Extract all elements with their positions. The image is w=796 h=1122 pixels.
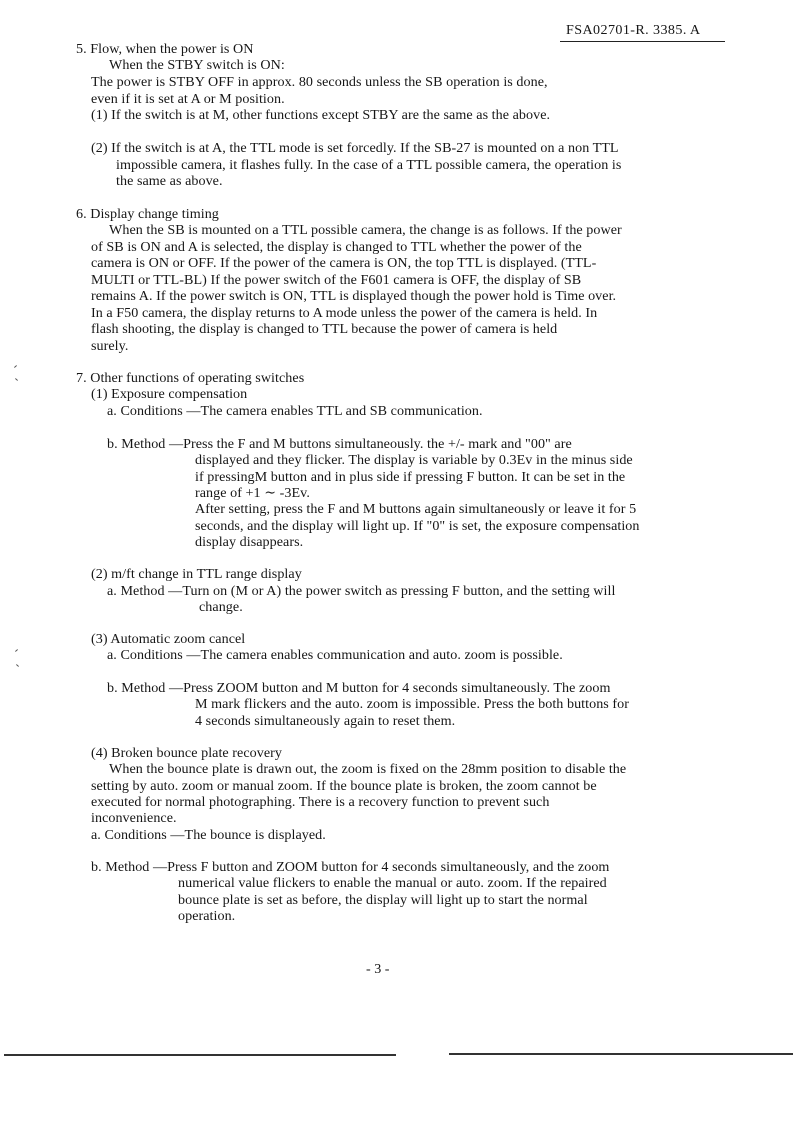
- text-line: range of +1 ∼ -3Ev.: [195, 485, 310, 501]
- page-number: - 3 -: [366, 961, 390, 977]
- text-line: inconvenience.: [91, 810, 177, 826]
- text-line: a. Conditions —The bounce is displayed.: [91, 827, 326, 843]
- text-line: b. Method —Press F button and ZOOM button for 4 seconds simultaneously, and the zoom: [91, 859, 610, 875]
- text-line: a. Conditions —The camera enables TTL and SB communication.: [107, 403, 483, 419]
- text-line: b. Method —Press the F and M buttons simultaneously. the +/- mark and "00" are: [107, 436, 572, 452]
- text-line: (1) If the switch is at M, other functions except STBY are the same as the above.: [91, 107, 551, 123]
- text-line: In a F50 camera, the display returns to A mode unless the power of the camera is held. In: [91, 305, 598, 321]
- text-line: surely.: [91, 338, 129, 354]
- text-line: (2) If the switch is at A, the TTL mode is set forcedly. If the SB-27 is mounted on a non TTL: [91, 140, 619, 156]
- scan-speck: [16, 664, 19, 667]
- text-line: After setting, press the F and M buttons again simultaneously or leave it for 5: [195, 501, 637, 517]
- text-line: display disappears.: [195, 534, 304, 550]
- text-line: a. Method —Turn on (M or A) the power switch as pressing F button, and the setting will: [107, 583, 616, 599]
- section-6-heading: 6. Display change timing: [76, 206, 219, 222]
- footer-rule-right: [449, 1053, 793, 1055]
- subsection-heading: (3) Automatic zoom cancel: [91, 631, 246, 647]
- text-line: operation.: [178, 908, 236, 924]
- text-line: b. Method —Press ZOOM button and M button for 4 seconds simultaneously. The zoom: [107, 680, 611, 696]
- text-line: the same as above.: [116, 173, 223, 189]
- subsection-heading: (1) Exposure compensation: [91, 386, 248, 402]
- document-id: FSA02701-R. 3385. A: [566, 22, 701, 38]
- text-line: bounce plate is set as before, the display will light up to start the normal: [178, 892, 588, 908]
- text-line: if pressingM button and in plus side if pressing F button. It can be set in the: [195, 469, 626, 485]
- scan-speck: [15, 378, 18, 381]
- text-line: M mark flickers and the auto. zoom is impossible. Press the both buttons for: [195, 696, 629, 712]
- section-5-heading: 5. Flow, when the power is ON: [76, 41, 254, 57]
- text-line: impossible camera, it flashes fully. In the case of a TTL possible camera, the operation is: [116, 157, 622, 173]
- text-line: When the STBY switch is ON:: [109, 57, 285, 73]
- document-id-underline: [560, 41, 725, 42]
- subsection-heading: (4) Broken bounce plate recovery: [91, 745, 282, 761]
- text-line: even if it is set at A or M position.: [91, 91, 285, 107]
- text-line: The power is STBY OFF in approx. 80 seconds unless the SB operation is done,: [91, 74, 548, 90]
- scan-speck: [15, 649, 18, 652]
- text-line: a. Conditions —The camera enables communication and auto. zoom is possible.: [107, 647, 563, 663]
- section-7-heading: 7. Other functions of operating switches: [76, 370, 305, 386]
- text-line: MULTI or TTL-BL) If the power switch of the F601 camera is OFF, the display of SB: [91, 272, 582, 288]
- text-line: setting by auto. zoom or manual zoom. If the bounce plate is broken, the zoom cannot be: [91, 778, 597, 794]
- footer-rule-left: [4, 1054, 396, 1056]
- text-line: When the SB is mounted on a TTL possible camera, the change is as follows. If the power: [109, 222, 622, 238]
- text-line: numerical value flickers to enable the manual or auto. zoom. If the repaired: [178, 875, 607, 891]
- text-line: flash shooting, the display is changed to TTL because the power of camera is held: [91, 321, 558, 337]
- text-line: displayed and they flicker. The display is variable by 0.3Ev in the minus side: [195, 452, 633, 468]
- text-line: of SB is ON and A is selected, the display is changed to TTL whether the power of the: [91, 239, 582, 255]
- text-line: executed for normal photographing. There is a recovery function to prevent such: [91, 794, 550, 810]
- text-line: When the bounce plate is drawn out, the zoom is fixed on the 28mm position to disable the: [109, 761, 627, 777]
- scan-speck: [14, 365, 17, 368]
- text-line: change.: [199, 599, 243, 615]
- text-line: camera is ON or OFF. If the power of the camera is ON, the top TTL is displayed. (TTL-: [91, 255, 597, 271]
- text-line: 4 seconds simultaneously again to reset them.: [195, 713, 456, 729]
- text-line: remains A. If the power switch is ON, TTL is displayed though the power hold is Time over.: [91, 288, 617, 304]
- subsection-heading: (2) m/ft change in TTL range display: [91, 566, 302, 582]
- text-line: seconds, and the display will light up. If "0" is set, the exposure compensation: [195, 518, 640, 534]
